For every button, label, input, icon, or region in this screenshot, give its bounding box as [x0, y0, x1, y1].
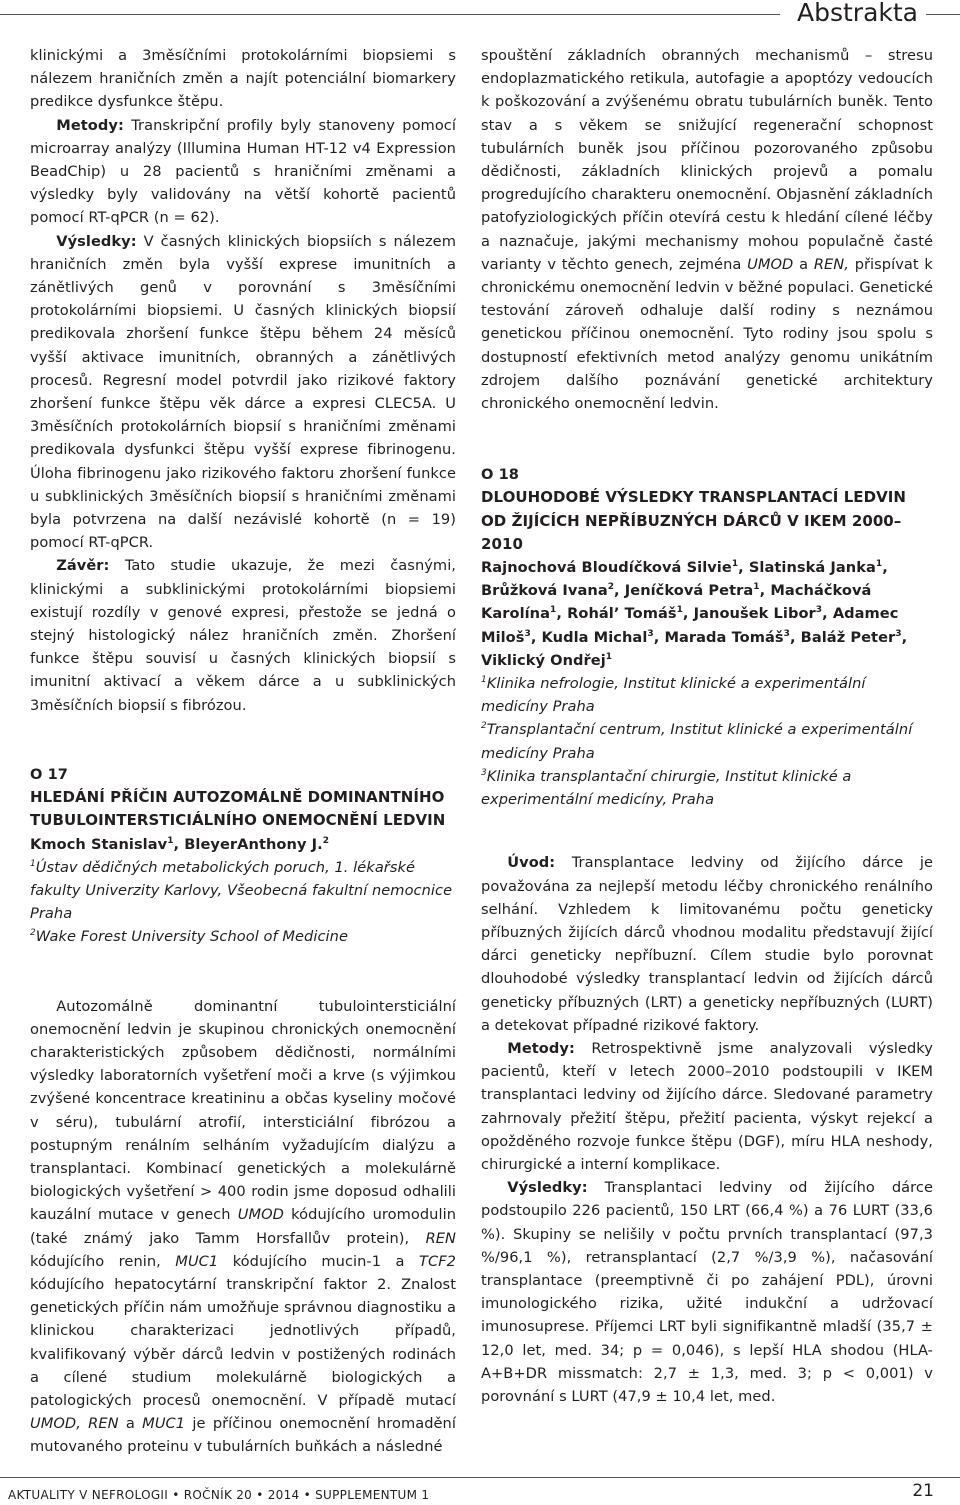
- author-name: Rajnochová Bloudíčková Silvie: [481, 559, 732, 577]
- conclusion-text: Tato studie ukazuje, že mezi časnými, klinickými a subklinickými protokolárními biopsiemi existují rozdíly v genové expresi, přestože se jedná o stejný histologický nález hraničních změn. Zhoršení funkce štěpu souvisí u časných klinických biopsií s imunitní aktivací a věkem dárce a u subklinických 3měsíčních biopsií s fibrózou.: [30, 557, 456, 714]
- right-column: [481, 44, 933, 1408]
- authors-o17: Kmoch Stanislav$^1$, BleyerAnthony J.$^2$: [30, 835, 330, 853]
- affiliation-2: $^2$Wake Forest University School of Medicine: [30, 928, 348, 946]
- o17-body: Autozomálně dominantní tubulointersticiální onemocnění ledvin je skupinou chronických onemocnění charakteristických způsobem dědičnosti, normálními výsledky laboratorních vyšetření moči a krve (s výjimkou zvýšené koncentrace kreatininu a občas kyseliny močové v séru), tubulární atrofií, intersticiální fibrózou a postupným renálním selháním vyžadujícím dialýzu a transplantaci. Kombinací genetických a molekulárně biologických vyšetření > 400 rodin jsme doposud odhalili kauzální mutace v genech UMOD kódujícího uromodulin (také známý jako Tamm Horsfallův protein), REN kódujícího renin, MUC1 kódujícího mucin-1 a TCF2 kódujícího hepatocytární transkripční faktor 2. Znalost genetických příčin nám umožňuje správnou diagnostiku a klinickou charakterizaci jednotlivých případů, kvalifikovaný výběr dárců ledvin v postižených rodinách a cílené studium molekulárně biologických a patologických procesů onemocnění. V případě mutací UMOD, REN a MUC1 je příčinou onemocnění hromadění mutovaného proteinu v tubulárních buňkách a následné: [30, 997, 456, 1456]
- abstract-title-o18: DLOUHODOBÉ VÝSLEDKY TRANSPLANTACÍ LEDVIN OD ŽIJÍCÍCH NEPŘÍBUZNÝCH DÁRCŮ V IKEM 2000–2010: [481, 488, 907, 553]
- author-name: Rohál’ Tomáš: [567, 605, 677, 623]
- author-name: Adamec Miloš: [481, 605, 899, 646]
- section-title: Abstrakta: [797, 0, 918, 27]
- abstract-title-o17: HLEDÁNÍ PŘÍČIN AUTOZOMÁLNĚ DOMINANTNÍHO TUBULOINTERSTICIÁLNÍHO ONEMOCNĚNÍ LEDVIN: [30, 788, 446, 830]
- author-name: Slatinská Janka: [748, 559, 876, 577]
- results-text: V časných klinických biopsiích s nálezem hraničních změn byla vyšší exprese imunitních a zánětlivých genů v porovnání s 3měsíčními protokolárními biopsiemi. U časných klinických biopsií predikovala zhoršení funkce štěpu během 24 měsíců vyšší aktivace imunitních, obranných a zánětlivých procesů. Regresní model potvrdil jako rizikové faktory zhoršení funkce štěpu věk dárce a expresi CLEC5A. U 3měsíčních protokolárních biopsií s hraničními změnami predikovala dysfunkci štěpu vyšší exprese fibrinogenu. Úloha fibrinogenu jako rizikového faktoru zhoršení funkce u subklinických 3měsíčních biopsií s hraničními změnami byla potvrzena na další nezávislé kohortě (n = 19) pomocí RT-qPCR.: [30, 232, 456, 552]
- author-name: Baláž Peter: [800, 628, 896, 646]
- abstract-code-o17: O 17: [30, 765, 68, 783]
- affiliation-3: $^3$Klinika transplantační chirurgie, Institut klinické a experimentální medicíny, Praha: [481, 767, 852, 809]
- spacer: [481, 811, 933, 851]
- author-name: Janoušek Libor: [693, 605, 816, 623]
- author-name: Brůžková Ivana: [481, 582, 608, 600]
- spacer: [30, 717, 456, 763]
- results-paragraph: [30, 230, 456, 555]
- header-rule-right: [926, 14, 960, 15]
- results-paragraph: Výsledky: Transplantaci ledviny od žijícího dárce podstoupilo 226 pacientů, 150 LRT (66,4 %) a 76 LURT (33,6 %). Skupiny se nelišily v počtu prvních transplantací (97,3 %/96,1 %), retransplantací (2,7 %/3,9 %), načasování transplantace (preemptivně či po zahájení PDL), úrovni imunologického rizika, užité indukční a udržovací imunosuprese. Příjemci LRT byli signifikantně mladší (35,7 ± 12,0 let, med. 34; p = 0,046), s lepší HLA shodou (HLA-A+B+DR missmatch: 2,7 ± 1,3, med. 3; p < 0,001) v porovnání s LURT (47,9 ± 10,4 let, med.: [481, 1179, 933, 1405]
- affiliation-1: $^1$Klinika nefrologie, Institut klinické a experimentální medicíny Praha: [481, 675, 866, 716]
- author-name: Viklický Ondřej: [481, 651, 606, 669]
- conclusion-label: Závěr:: [56, 557, 110, 575]
- footer-rule: [0, 1477, 960, 1478]
- methods-paragraph: Metody: Retrospektivně jsme analyzovali výsledky pacientů, kteří v letech 2000–2010 podstoupili v IKEM transplantaci ledviny od žijícího dárce. Sledované parametry zahrnovaly přežití štěpu, přežití pacienta, výskyt rejekcí a opožděného rozvoje funkce štěpu (DGF), míru HLA neshody, chirurgické a interní komplikace.: [481, 1039, 933, 1173]
- left-column: [30, 44, 456, 1459]
- spacer: [30, 949, 456, 995]
- author-name: Marada Tomáš: [664, 628, 784, 646]
- author-name: Jeníčková Petra: [624, 582, 754, 600]
- header-rule-left: [0, 14, 780, 15]
- author-name: Kudla Michal: [541, 628, 648, 646]
- authors-o18: Rajnochová Bloudíčková Silvie$^1$, Slatinská Janka$^1$, Brůžková Ivana$^2$, Jeníčková Petra$^1$, Macháčková Karolína$^1$, Rohál’ Tomáš$^1$, Janoušek Libor$^3$, Adamec Miloš$^3$, Kudla Michal$^3$, Marada Tomáš$^3$, Baláž Peter$^3$, Viklický Ondřej$^1$: [481, 559, 908, 669]
- results-label: Výsledky:: [56, 232, 137, 250]
- intro-tail: klinickými a 3měsíčními protokolárními biopsiemi s nálezem hraničních změn a najít potenciální biomarkery predikce dysfunkce štěpu.: [30, 47, 456, 111]
- methods-label: Metody:: [56, 116, 124, 134]
- author-name: Macháčková Karolína: [481, 582, 872, 623]
- affiliation-1: $^1$Ústav dědičných metabolických poruch, 1. lékařské fakulty Univerzity Karlovy, Všeobecná fakultní nemocnice Praha: [30, 858, 453, 923]
- page-number: 21: [912, 1481, 934, 1501]
- methods-text: Transkripční profily byly stanoveny pomocí microarray analýzy (Illumina Human HT-12 v4 Expression BeadChip) u 28 pacientů s hraničními změnami a výsledky byly validovány na větší kohortě pacientů pomocí RT-qPCR (n = 62).: [30, 116, 456, 227]
- abstract-code-o18: O 18: [481, 466, 519, 484]
- affiliation-2: $^2$Transplantační centrum, Institut klinické a experimentální medicíny Praha: [481, 721, 913, 762]
- o17-body-continued: spouštění základních obranných mechanismů – stresu endoplazmatického retikula, autofagie a apoptózy vedoucích k poškozování a zvýšenému obratu tubulárních buněk. Tento stav a s věkem se snižující regenerační schopnost tubulárních buněk jsou příčinou pozorovaného způsobu dědičnosti, základních klinických projevů a pomalu progredujícího charakteru onemocnění. Objasnění základních patofyziologických příčin otevírá cestu k hledání cílené léčby a naznačuje, jakými mechanismy mohou populačně časté varianty v těchto genech, zejména UMOD a REN, přispívat k chronickému onemocnění ledvin v běžné populaci. Genetické testování zároveň odhaluje další rodiny s neznámou genetickou příčinou onemocnění. Tyto rodiny jsou spolu s dostupností efektivních metod analýzy genomu unikátním zdrojem dalšího poznávání genetické architektury chronického onemocnění ledvin.: [481, 47, 933, 413]
- footer-journal-info: AKTUALITY V NEFROLOGII • ROČNÍK 20 • 2014 • SUPPLEMENTUM 1: [8, 1488, 430, 1502]
- spacer: [481, 415, 933, 463]
- methods-paragraph: [30, 114, 456, 230]
- conclusion-paragraph: [30, 554, 456, 716]
- intro-paragraph: Úvod: Transplantace ledviny od žijícího dárce je považována za nejlepší metodu léčby chronického renálního selhání. Vzhledem k limitovanému počtu geneticky příbuzných žijících dárců vhodnou modalitu představují žijící dárci geneticky nepříbuzní. Cílem studie bylo porovnat dlouhodobé výsledky transplantací ledvin od žijících dárců geneticky příbuzných (LRT) a geneticky nepříbuzných (LURT) a detekovat případné rizikové faktory.: [481, 854, 933, 1034]
